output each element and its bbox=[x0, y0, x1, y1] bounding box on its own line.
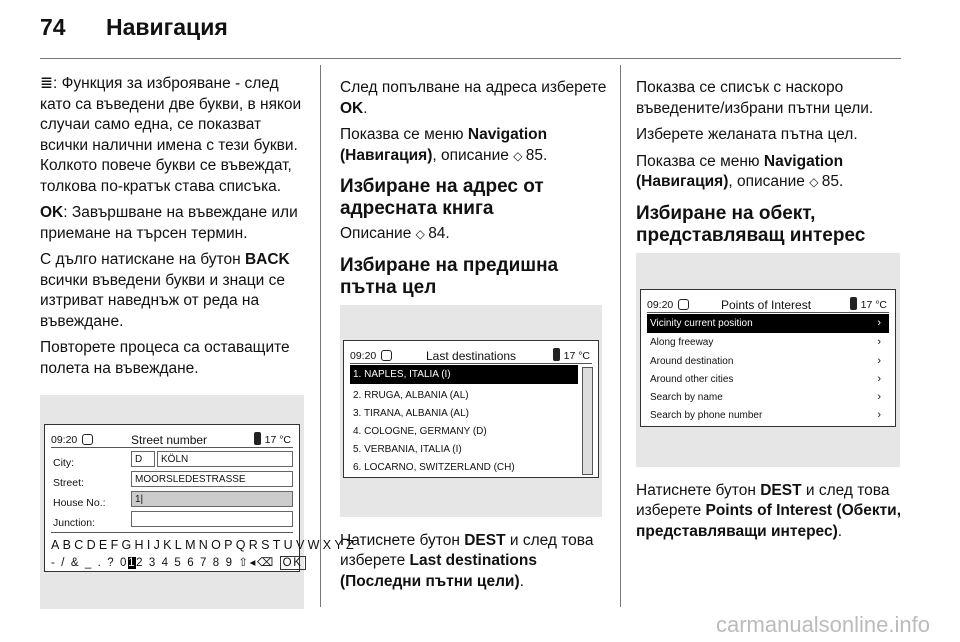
column-3 bbox=[636, 78, 904, 548]
street-field-row: Street: MOORSLEDESTRASSE bbox=[51, 469, 293, 489]
menu-item[interactable]: Search by phone number › bbox=[647, 406, 889, 425]
page-number: 74 bbox=[40, 14, 66, 40]
thermometer-icon bbox=[553, 348, 560, 361]
page-title: Навигация bbox=[106, 14, 228, 40]
thermometer-icon bbox=[254, 432, 261, 445]
chevron-right-icon: › bbox=[877, 390, 881, 403]
points-of-interest-screen bbox=[640, 289, 896, 427]
clock-icon bbox=[678, 299, 689, 310]
paragraph: OK: Завършване на въвеждане или приемане на търсен термин. bbox=[40, 204, 298, 242]
scrollbar[interactable] bbox=[582, 367, 593, 475]
street-number-screen bbox=[44, 424, 357, 572]
chevron-right-icon: › bbox=[877, 408, 881, 421]
city-field[interactable]: KÖLN bbox=[157, 451, 293, 467]
list-item[interactable]: 1. NAPLES, ITALIA (I) bbox=[350, 365, 578, 384]
paragraph: Изберете желаната пътна цел. bbox=[636, 126, 858, 143]
paragraph: След попълване на адреса изберете OK. bbox=[340, 79, 607, 117]
paragraph: С дълго натискане на бутон BACK всички въведени букви и знаци се изтриват наведнъж от реда на въвеждане. bbox=[40, 251, 290, 330]
chevron-right-icon: › bbox=[877, 335, 881, 348]
section-heading: Избиране на адрес от адресната книга bbox=[340, 176, 544, 219]
list-item[interactable]: 4. COLOGNE, GERMANY (D) bbox=[353, 425, 487, 437]
paragraph: Показва се меню Navigation (Навигация), описание ◇ 85. bbox=[340, 126, 548, 164]
menu-item[interactable]: Search by name › bbox=[647, 388, 889, 407]
status-bar: 09:20 Street number 17 °C bbox=[45, 425, 299, 447]
clock-icon bbox=[82, 434, 93, 445]
watermark: carmanualsonline.info bbox=[715, 612, 930, 637]
junction-field[interactable] bbox=[131, 511, 293, 527]
country-field[interactable]: D bbox=[131, 451, 155, 467]
paragraph: Показва се меню Navigation (Навигация), описание ◇ 85. bbox=[636, 152, 844, 190]
paragraph: Показва се списък с наскоро въведените/избрани пътни цели. bbox=[636, 79, 874, 117]
selected-key[interactable]: 1 bbox=[128, 557, 137, 569]
section-heading: Избиране на предишна пътна цел bbox=[340, 254, 559, 298]
status-bar: 09:20 Points of Interest 17 °C bbox=[641, 290, 895, 312]
clock-icon bbox=[381, 350, 392, 361]
screen-title: Points of Interest bbox=[721, 297, 812, 312]
reference-arrow-icon: ◇ bbox=[513, 148, 526, 163]
menu-item[interactable]: Along freeway › bbox=[647, 333, 889, 352]
divider bbox=[647, 312, 889, 313]
reference-arrow-icon: ◇ bbox=[809, 175, 822, 189]
chevron-right-icon: › bbox=[877, 316, 881, 329]
page-header bbox=[40, 14, 228, 41]
house-number-field[interactable]: 1| bbox=[131, 491, 293, 507]
section-heading: Избиране на обект, представляващ интерес bbox=[636, 202, 866, 246]
column-divider bbox=[320, 65, 321, 607]
divider bbox=[51, 447, 293, 448]
divider bbox=[350, 363, 592, 364]
list-icon: ≣ bbox=[40, 75, 53, 92]
menu-item[interactable]: Around other cities › bbox=[647, 370, 889, 389]
paragraph: Натиснете бутон DEST и след това изберете Points of Interest (Обекти, представляващи интерес). bbox=[636, 481, 901, 540]
city-field-row: City: D KÖLN bbox=[51, 449, 293, 469]
house-number-field-row: House No.: 1| bbox=[51, 489, 293, 509]
chevron-right-icon: › bbox=[877, 372, 881, 385]
last-destinations-screenshot bbox=[340, 305, 602, 517]
menu-item[interactable]: Vicinity current position › bbox=[647, 314, 889, 333]
divider bbox=[51, 532, 293, 533]
thermometer-icon bbox=[850, 297, 857, 310]
ok-key[interactable]: OK bbox=[280, 556, 306, 570]
paragraph: Повторете процеса са оставащите полета на въвеждане. bbox=[40, 339, 290, 377]
points-of-interest-screenshot bbox=[636, 253, 900, 467]
junction-field-row: Junction: bbox=[51, 509, 293, 529]
paragraph: ≣: Функция за изброяване - след като са въведени две букви, в някои случаи само една, се показват всички налични имена с тези букви. Колкото повече букви се въвеждат, толкова по-кратък става списъка. bbox=[40, 75, 302, 195]
street-number-screenshot bbox=[40, 395, 357, 609]
column-2 bbox=[340, 78, 608, 598]
menu-item[interactable]: Around destination › bbox=[647, 352, 889, 371]
status-bar: 09:20 Last destinations 17 °C bbox=[344, 341, 598, 363]
column-divider bbox=[620, 65, 621, 607]
header-rule bbox=[40, 58, 901, 59]
list-item[interactable]: 6. LOCARNO, SWITZERLAND (CH) bbox=[353, 461, 515, 473]
list-item[interactable]: 3. TIRANA, ALBANIA (AL) bbox=[353, 407, 469, 419]
number-keyboard[interactable]: - / & _ . ? 012 3 4 5 6 7 8 9 ⇧◂⌫ OK bbox=[51, 553, 306, 574]
screen-title: Last destinations bbox=[426, 348, 517, 363]
reference-arrow-icon: ◇ bbox=[415, 227, 429, 241]
column-1 bbox=[40, 74, 357, 623]
street-field[interactable]: MOORSLEDESTRASSE bbox=[131, 471, 293, 487]
list-item[interactable]: 5. VERBANIA, ITALIA (I) bbox=[353, 443, 462, 455]
paragraph: Описание ◇ 84. bbox=[340, 225, 450, 242]
last-destinations-screen bbox=[343, 340, 599, 478]
chevron-right-icon: › bbox=[877, 354, 881, 367]
list-item[interactable]: 2. RRUGA, ALBANIA (AL) bbox=[353, 389, 469, 401]
paragraph: Натиснете бутон DEST и след това изберете Last destinations (Последни пътни цели). bbox=[340, 531, 594, 590]
letter-keyboard[interactable]: ABCDEFGHIJKLMNOPQRSTUVWXYZ bbox=[51, 538, 357, 552]
screen-title: Street number bbox=[131, 433, 208, 447]
